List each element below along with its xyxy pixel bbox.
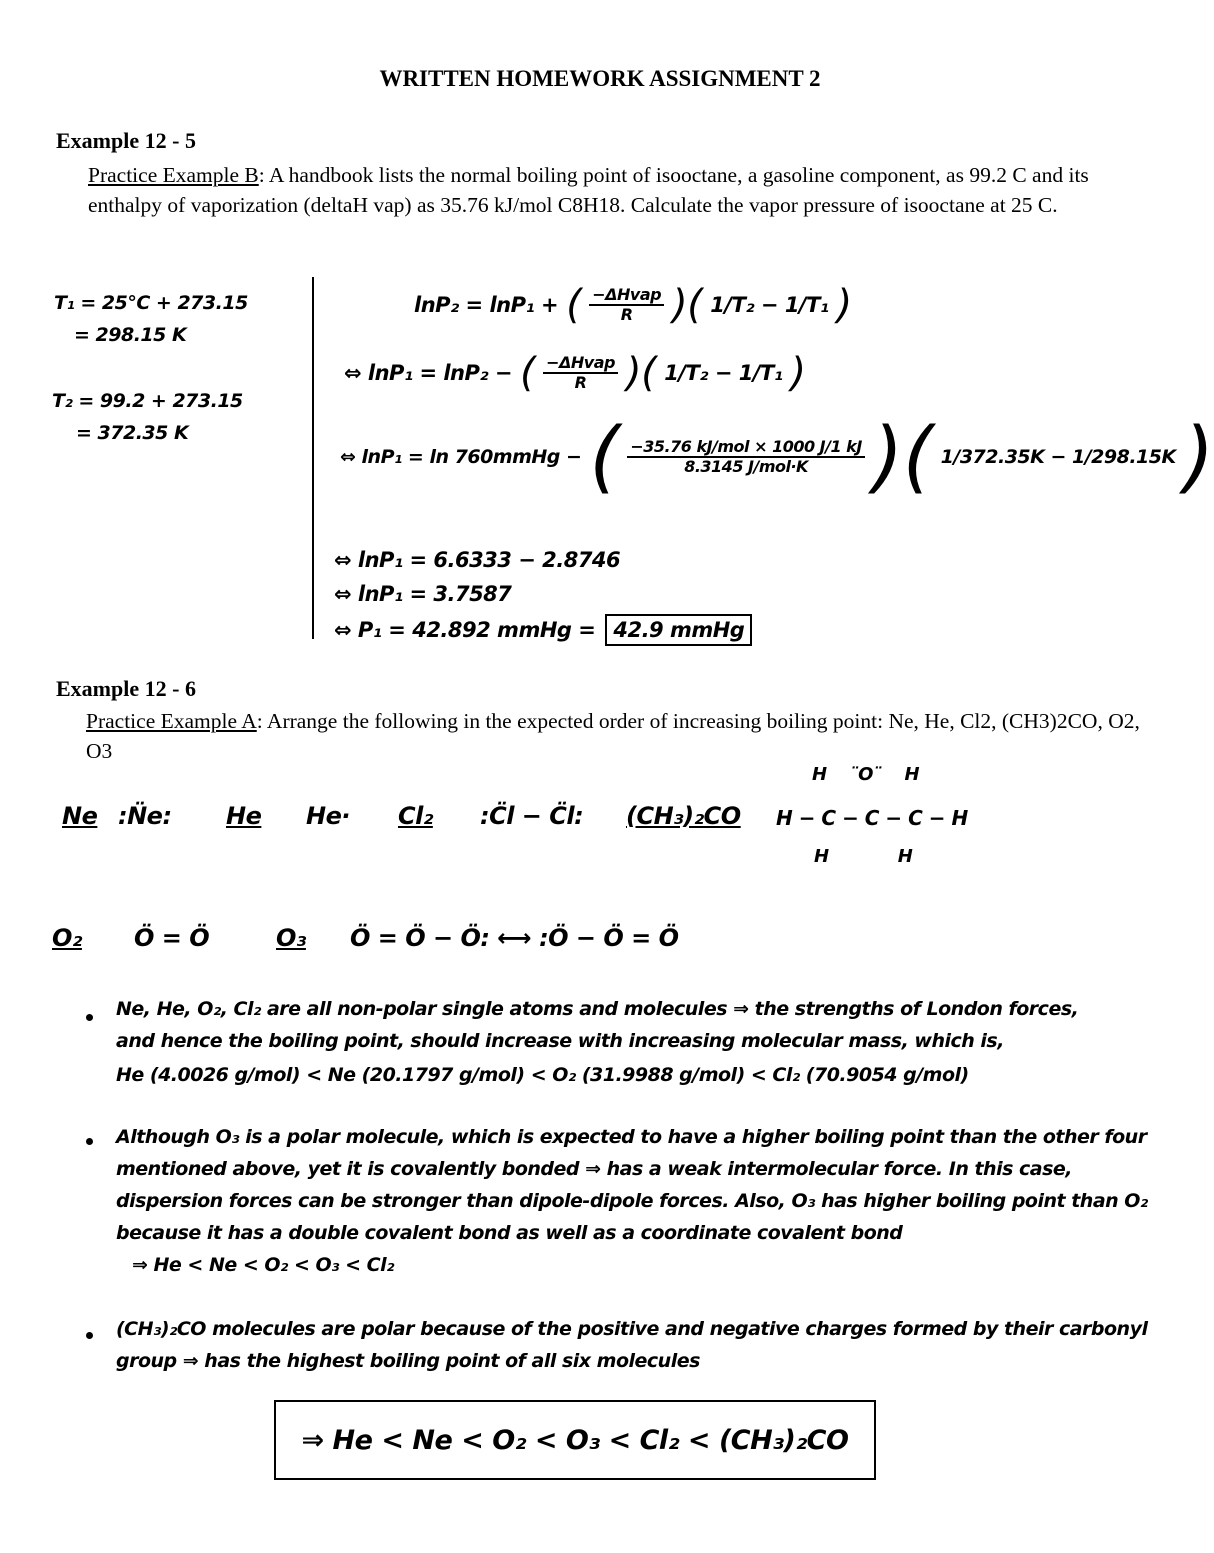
eq2-fraction: $\frac{\text{−ΔHvap}}{R}$ (543, 354, 618, 391)
work-divider (312, 277, 314, 639)
o2-lewis-structure: Ö = Ö (134, 924, 210, 952)
equation-1: lnP₂ = lnP₁ + ( $\frac{\text{−ΔHvap}}{R}$ )( 1/T₂ − 1/T₁ ) (414, 282, 852, 328)
o3-resonance-structures: Ö = Ö − Ö: ⟷ :Ö − Ö = Ö (350, 924, 679, 952)
eq3-fraction: $\frac{\text{−35.76 kJ/mol × 1000 J/1 kJ}}{\text{8.3145 J/mol·K}}$ (627, 438, 864, 475)
example-12-6-heading: Example 12 - 6 (56, 676, 196, 701)
example-12-5-problem (88, 160, 1138, 220)
bullet-dot (86, 1014, 93, 1021)
eq3-lhs: ⇔ lnP₁ = ln 760mmHg − (340, 446, 582, 468)
cl2-label: Cl₂ (398, 802, 433, 830)
equation-3: ⇔ lnP₁ = ln 760mmHg − ( $\frac{\text{−35.76 kJ/mol × 1000 J/1 kJ}}{\text{8.3145 J/mol·K}}$ )( 1/372.35K − 1/298.15K ) (340, 412, 1214, 502)
bullet-1-line-2: and hence the boiling point, should increase with increasing molecular mass, which is, (116, 1030, 1004, 1052)
final-answer-text: ⇒ He < Ne < O₂ < O₃ < Cl₂ < (CH₃)₂CO (301, 1424, 849, 1456)
page-title: WRITTEN HOMEWORK ASSIGNMENT 2 (379, 66, 821, 91)
eq2-lhs: ⇔ lnP₁ = lnP₂ − (344, 361, 513, 385)
practice-example-b-text: : A handbook lists the normal boiling point of isooctane, a gasoline component, as 99.2 C and its enthalpy of vaporization (deltaH vap) as 35.76 kJ/mol C8H18. Calculate the vapor pressure of isooctane at 25 C. (88, 163, 1089, 217)
example-12-6-problem (86, 706, 1146, 766)
practice-example-a-text: : Arrange the following in the expected order of increasing boiling point: Ne, He, Cl2, (CH3)2CO, O2, O3 (86, 709, 1140, 763)
bullet-2-line-4: because it has a double covalent bond as well as a coordinate covalent bond (116, 1222, 903, 1244)
practice-example-b-label: Practice Example B (88, 163, 259, 187)
eq2-term2: 1/T₂ − 1/T₁ (664, 361, 783, 385)
eq1-term2: 1/T₂ − 1/T₁ (710, 293, 829, 317)
acetone-top-row: H ¨O¨ H (812, 764, 920, 785)
he-label: He (226, 802, 262, 830)
equation-4: ⇔ lnP₁ = 6.6333 − 2.8746 (334, 548, 621, 572)
t1-line1: T₁ = 25°C + 273.15 (54, 292, 248, 314)
bullet-3-line-2: group ⇒ has the highest boiling point of all six molecules (116, 1350, 700, 1372)
o3-label: O₃ (276, 924, 306, 952)
eq1-fraction: $\frac{\text{−ΔHvap}}{R}$ (589, 286, 664, 323)
ne-label: Ne (62, 802, 98, 830)
acetone-label: (CH₃)₂CO (626, 802, 741, 830)
acetone-bottom-row: H H (814, 846, 913, 867)
equation-5: ⇔ lnP₁ = 3.7587 (334, 582, 512, 606)
eq1-lhs: lnP₂ = lnP₁ + (414, 293, 559, 317)
bullet-3-line-1: (CH₃)₂CO molecules are polar because of the positive and negative charges formed by their carbonyl (116, 1318, 1148, 1340)
o2-label: O₂ (52, 924, 82, 952)
bullet-1-line-1: Ne, He, O₂, Cl₂ are all non-polar single atoms and molecules ⇒ the strengths of London forces, (116, 998, 1079, 1020)
eq6-text: ⇔ P₁ = 42.892 mmHg = (334, 618, 596, 642)
boxed-answer-vapor-pressure: 42.9 mmHg (605, 614, 752, 646)
eq3-term2: 1/372.35K − 1/298.15K (940, 446, 1176, 468)
cl2-lewis-structure: :C̈l − C̈l: (480, 802, 584, 830)
example-12-5-heading: Example 12 - 5 (56, 128, 196, 153)
equation-2: ⇔ lnP₁ = lnP₂ − ( $\frac{\text{−ΔHvap}}{R}$ )( 1/T₂ − 1/T₁ ) (344, 350, 806, 396)
t2-line1: T₂ = 99.2 + 273.15 (52, 390, 243, 412)
practice-example-a-label: Practice Example A (86, 709, 257, 733)
ne-lewis-structure: :N̈e: (118, 802, 172, 830)
bullet-2-line-1: Although O₃ is a polar molecule, which is expected to have a higher boiling point than the other four (116, 1126, 1147, 1148)
he-lewis-structure: He· (306, 802, 350, 830)
t2-line2: = 372.35 K (76, 422, 189, 444)
acetone-main-chain: H − C − C − C − H (776, 806, 968, 830)
equation-6 (334, 614, 752, 646)
bullet-dot (86, 1138, 93, 1145)
bullet-1-line-3: He (4.0026 g/mol) < Ne (20.1797 g/mol) < O₂ (31.9988 g/mol) < Cl₂ (70.9054 g/mol) (116, 1064, 969, 1086)
bullet-2-line-5: ⇒ He < Ne < O₂ < O₃ < Cl₂ (132, 1254, 394, 1276)
final-answer-box (274, 1400, 876, 1480)
t1-line2: = 298.15 K (74, 324, 187, 346)
bullet-2-line-2: mentioned above, yet it is covalently bonded ⇒ has a weak intermolecular force. In this case, (116, 1158, 1073, 1180)
bullet-2-line-3: dispersion forces can be stronger than dipole-dipole forces. Also, O₃ has higher boiling point than O₂ (116, 1190, 1148, 1212)
bullet-dot (86, 1332, 93, 1339)
